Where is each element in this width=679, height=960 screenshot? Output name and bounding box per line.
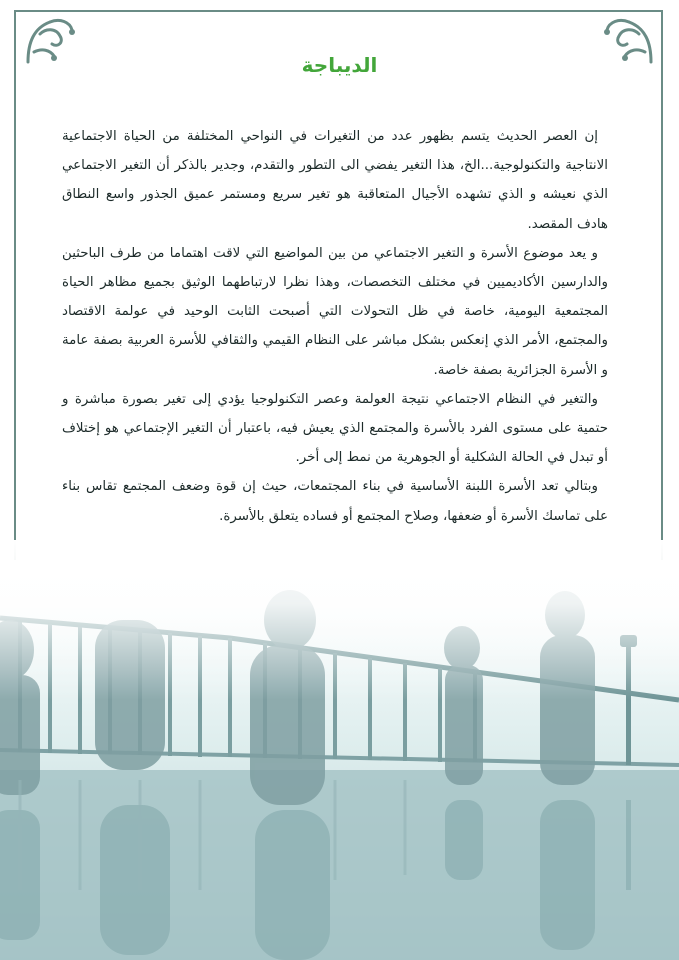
paragraph: إن العصر الحديث يتسم بظهور عدد من التغيرات في النواحي المختلفة من الحياة الاجتماعية الانتاجية والتكنولوجية...الخ، هذا التغير يفضي الى التطور والتقدم، وجدير بالذكر أن التغير الاجتماعي الذي نعيشه و الذي تشهده الأجيال المتعاقبة هو تغير سريع ومستمر عميق الجذور واسع النطاق هادف المقصد. xyxy=(62,129,608,232)
body-text xyxy=(62,122,608,531)
paragraph: و يعد موضوع الأسرة و التغير الاجتماعي من بين المواضيع التي لاقت اهتماما من طرف الباحثين والدارسين الأكاديميين في مختلف التخصصات، وهذا نظرا لارتباطهما الوثيق بجميع مظاهر الحياة المجتمعية اليومية، خاصة في ظل التحولات التي أصبحت الثابت الوحيد في عولمة الاقتصاد والمجتمع، الأمر الذي إنعكس بشكل مباشر على النظام القيمي والثقافي للأسرة العربية بصفة عامة و الأسرة الجزائرية بصفة خاصة. xyxy=(62,245,608,378)
photo-fade xyxy=(0,540,679,700)
page-title: الديباجة xyxy=(301,53,378,77)
paragraph: والتغير في النظام الاجتماعي نتيجة العولمة وعصر التكنولوجيا يؤدي إلى تغير بصورة مباشرة و حتمية على مستوى الفرد بالأسرة والمجتمع الذي يعيش فيه، باعتبار أن التغير الإجتماعي هو إختلاف أو تبدل في الحالة الشكلية أو الجوهرية من نمط إلى أخر. xyxy=(62,391,608,466)
paragraph: وبتالي تعد الأسرة اللبنة الأساسية في بناء المجتمعات، حيث إن قوة وضعف المجتمع تقاس بناء على تماسك الأسرة أو ضعفها، وصلاح المجتمع أو فساده يتعلق بالأسرة. xyxy=(62,479,608,524)
